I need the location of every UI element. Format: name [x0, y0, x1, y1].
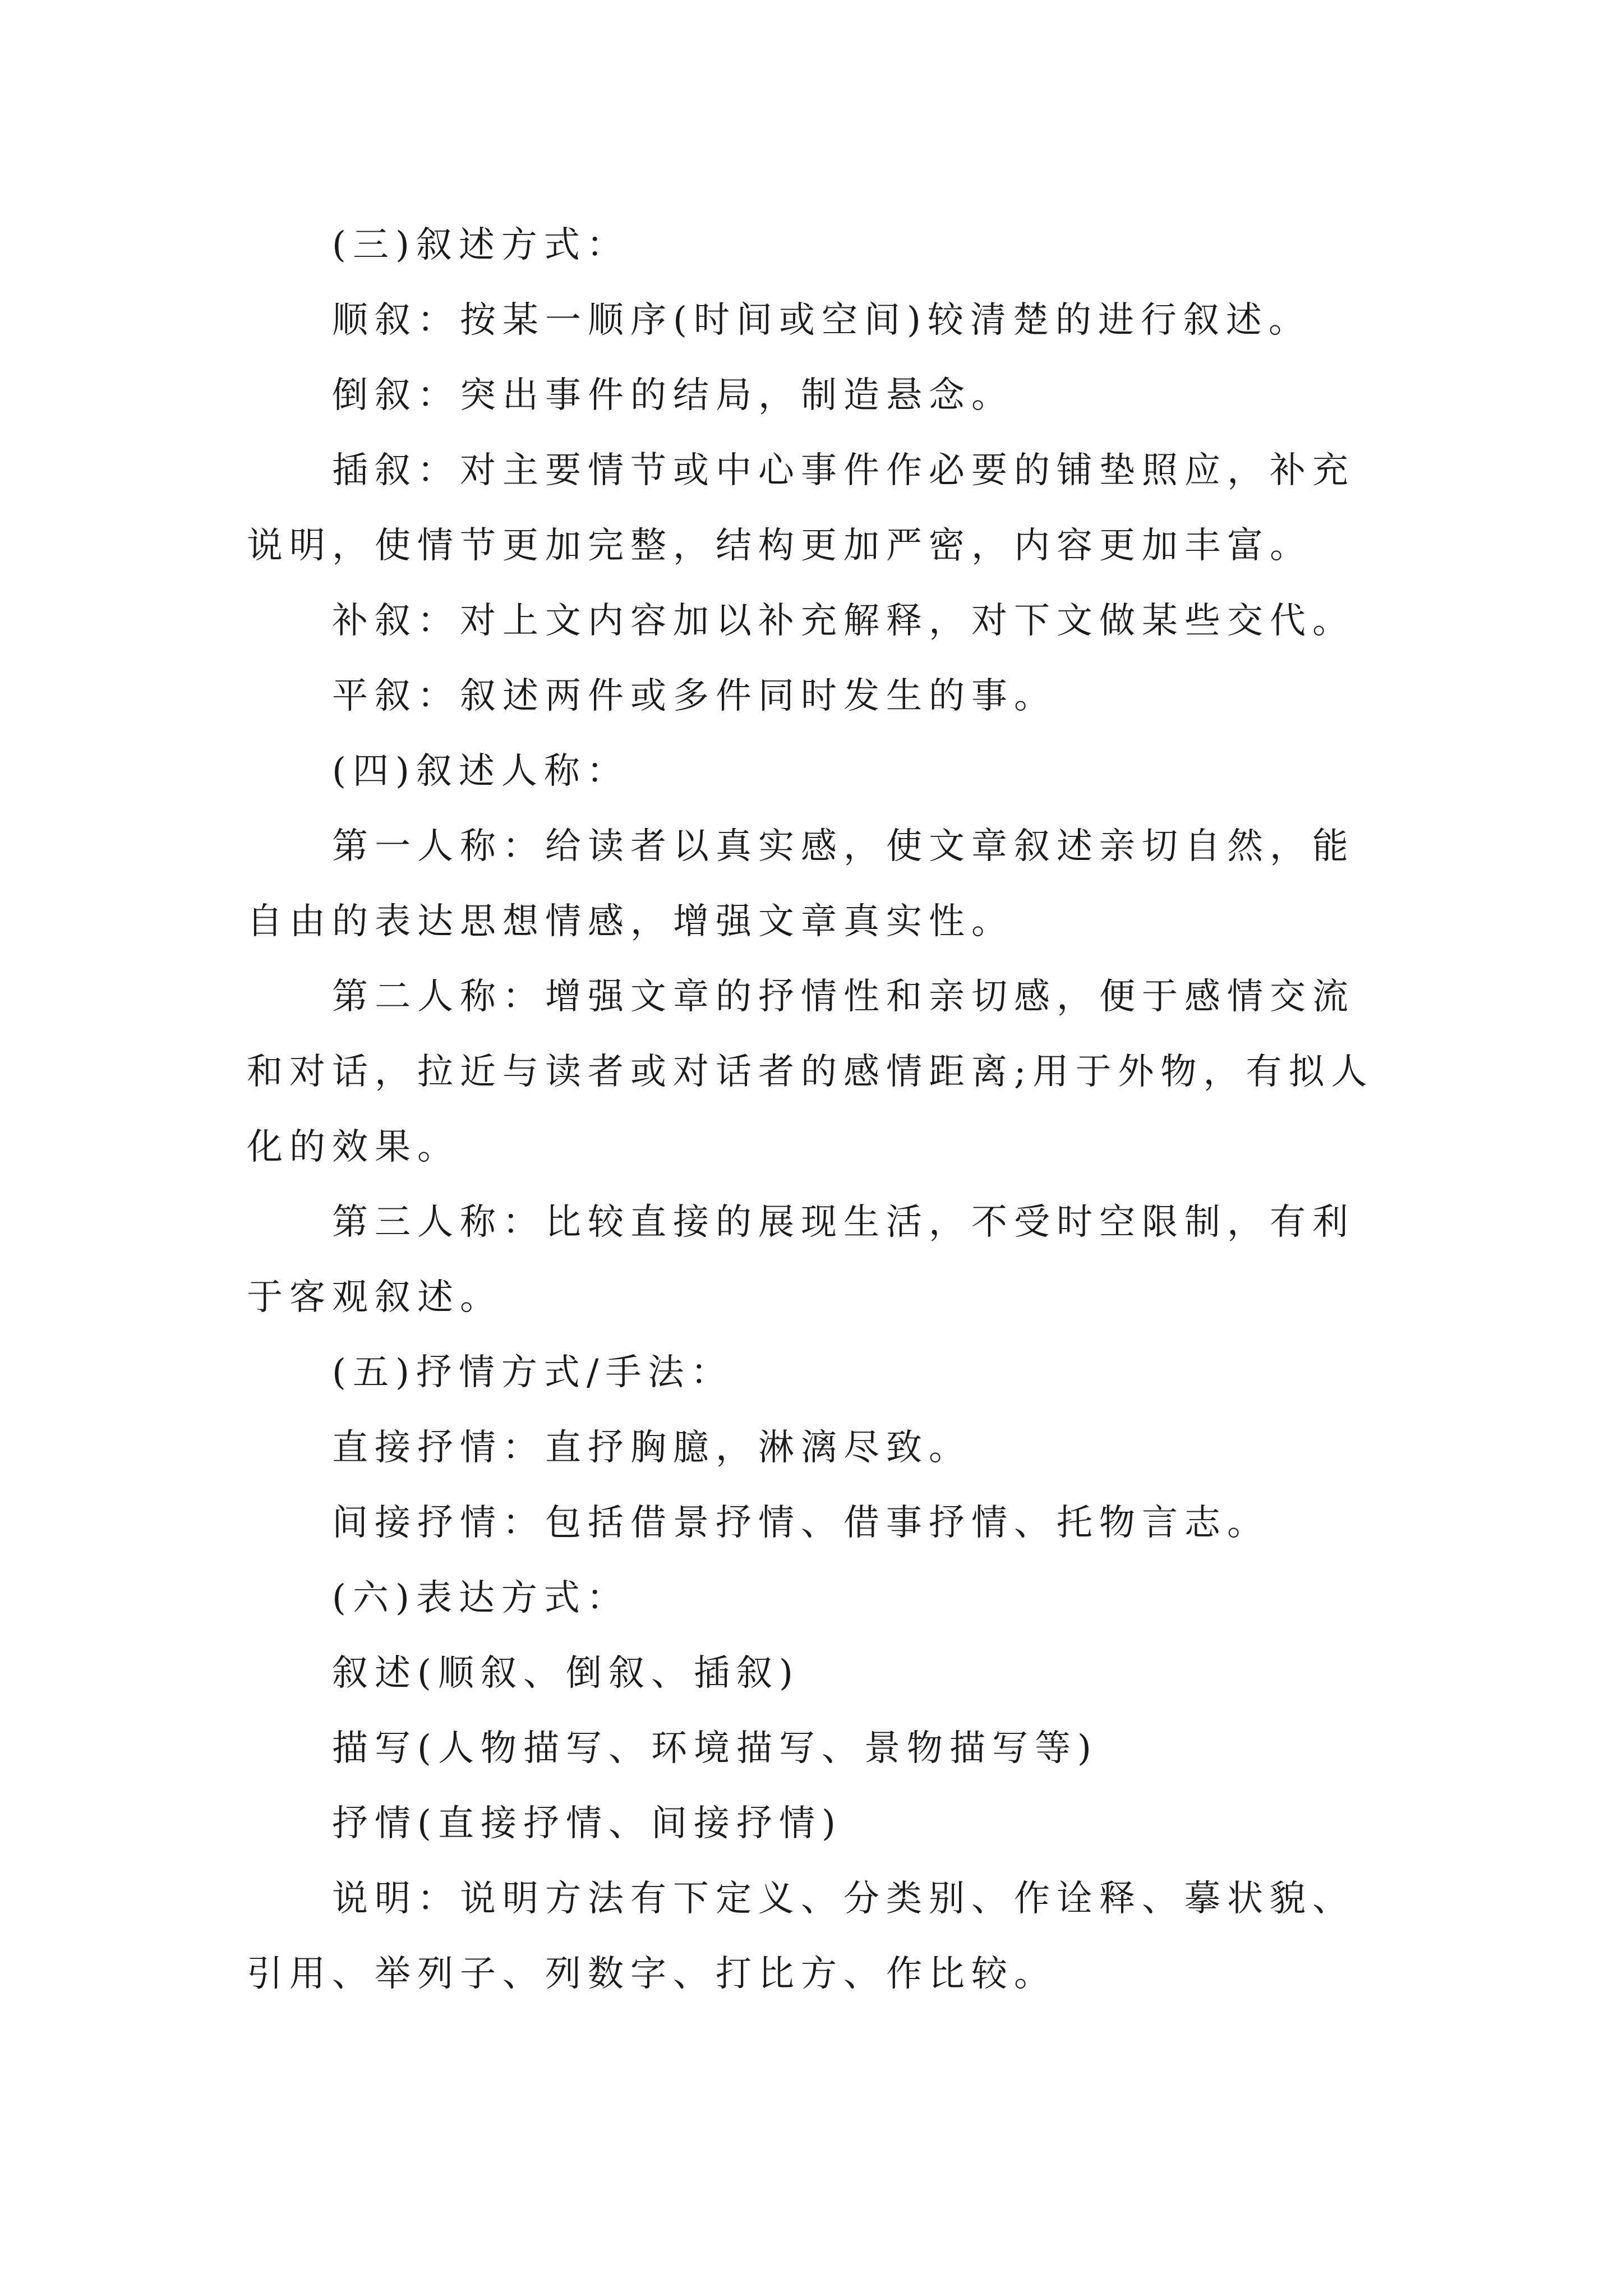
paragraph-supplementary-narration: 补叙：对上文内容加以补充解释，对下文做某些交代。 — [332, 600, 1355, 642]
paragraph-lyric-list: 抒情(直接抒情、间接抒情) — [332, 1803, 842, 1844]
paragraph-third-person: 第三人称：比较直接的展现生活，不受时空限制，有利于客观叙述。 — [247, 1202, 1355, 1318]
paragraph-narration-list: 叙述(顺叙、倒叙、插叙) — [332, 1653, 800, 1694]
paragraph-indirect-lyric: 间接抒情：包括借景抒情、借事抒情、托物言志。 — [332, 1502, 1270, 1544]
paragraph-direct-lyric: 直接抒情：直抒胸臆，淋漓尽致。 — [332, 1427, 971, 1469]
heading-narrative-person: (四)叙述人称： — [332, 751, 629, 792]
paragraph-explanation-methods: 说明：说明方法有下定义、分类别、作诠释、摹状貌、引用、举列子、列数字、打比方、作比较。 — [247, 1878, 1355, 1995]
paragraph-parallel-narration: 平叙：叙述两件或多件同时发生的事。 — [332, 675, 1057, 717]
heading-lyric-methods: (五)抒情方式/手法： — [332, 1352, 734, 1393]
heading-expression-methods: (六)表达方式： — [332, 1577, 629, 1619]
paragraph-interposed-narration: 插叙：对主要情节或中心事件作必要的铺垫照应，补充说明，使情节更加完整，结构更加严密，内容更加丰富。 — [247, 450, 1355, 567]
paragraph-chronological-narration: 顺叙：按某一顺序(时间或空间)较清楚的进行叙述。 — [332, 300, 1311, 341]
paragraph-description-list: 描写(人物描写、环境描写、景物描写等) — [332, 1728, 1098, 1769]
heading-narration-methods: (三)叙述方式： — [332, 224, 629, 266]
paragraph-flashback-narration: 倒叙：突出事件的结局，制造悬念。 — [332, 375, 1014, 416]
document-body — [247, 208, 1385, 2012]
paragraph-first-person: 第一人称：给读者以真实感，使文章叙述亲切自然，能自由的表达思想情感，增强文章真实性。 — [247, 826, 1355, 942]
paragraph-second-person: 第二人称：增强文章的抒情性和亲切感，便于感情交流和对话，拉近与读者或对话者的感情距离;用于外物，有拟人化的效果。 — [247, 976, 1374, 1168]
